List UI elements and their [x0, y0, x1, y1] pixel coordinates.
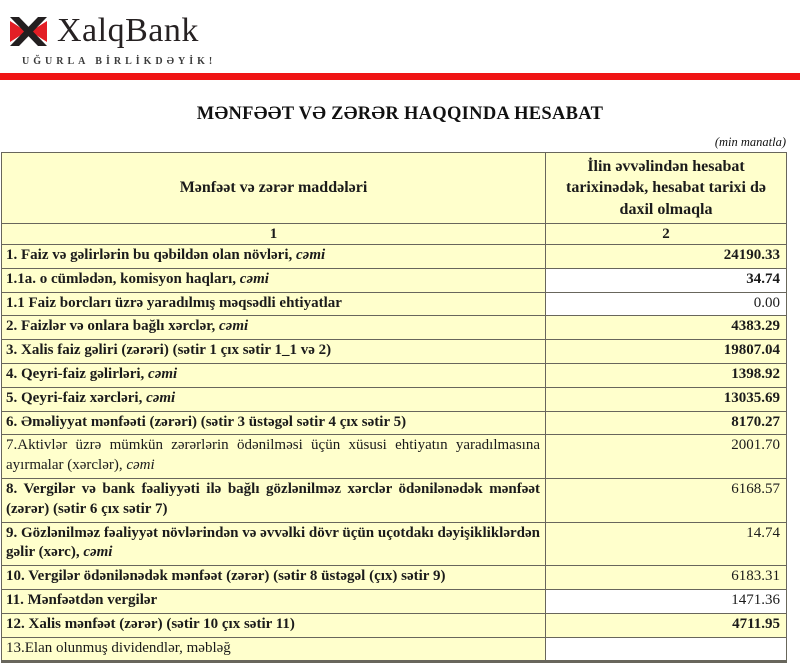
- table-row: [2, 245, 787, 269]
- table-header-row: [2, 153, 787, 224]
- row-label-text: 5. Qeyri-faiz xərcləri,: [6, 389, 147, 406]
- row-label-text: 4. Qeyri-faiz gəlirləri,: [6, 365, 149, 382]
- row-label: [2, 589, 546, 613]
- row-value: 0.00: [546, 292, 787, 316]
- row-label: [2, 316, 546, 340]
- column-number-row: [2, 224, 787, 245]
- row-value: 2001.70: [546, 435, 787, 479]
- row-value: 24190.33: [546, 245, 787, 269]
- row-label: [2, 292, 546, 316]
- row-label-italic: cəmi: [296, 247, 326, 263]
- column-number-2: 2: [546, 224, 787, 245]
- brand-tagline: UĞURLA BİRLİKDƏYİK!: [22, 56, 217, 67]
- table-row: [2, 340, 787, 364]
- table-row: [2, 363, 787, 387]
- row-label: [2, 363, 546, 387]
- row-label-text: 10. Vergilər ödənilənədək mənfəət (zərər) (sətir 8 üstəgəl (çıx) sətir 9): [6, 568, 446, 585]
- table-row: [2, 478, 787, 522]
- row-value: 34.74: [546, 268, 787, 292]
- column-header-items: Mənfəət və zərər maddələri: [2, 153, 546, 224]
- row-label: [2, 478, 546, 522]
- row-label-italic: cəmi: [219, 318, 249, 335]
- row-value: 14.74: [546, 522, 787, 566]
- row-label: [2, 435, 546, 479]
- row-value: 1471.36: [546, 589, 787, 613]
- row-label-text: 1.1a. o cümlədən, komisyon haqları,: [6, 270, 240, 287]
- row-value: 8170.27: [546, 411, 787, 435]
- row-label-text: 13.Elan olunmuş dividendlər, məbləğ: [6, 639, 231, 656]
- row-label: [2, 411, 546, 435]
- table-row: [2, 411, 787, 435]
- row-label-italic: cəmi: [146, 389, 176, 406]
- row-label: [2, 340, 546, 364]
- table-row: [2, 387, 787, 411]
- column-number-1: 1: [2, 224, 546, 245]
- row-label-text: 11. Mənfəətdən vergilər: [6, 591, 158, 608]
- row-value: [546, 637, 787, 662]
- table-row: [2, 292, 787, 316]
- brand-header: [0, 0, 800, 67]
- row-label-text: 9. Gözlənilməz fəaliyyət növlərindən və əvvəlki dövr üçün uçotdakı dəyişikliklərdən gəlir (xərc),: [6, 524, 540, 561]
- row-value: 6183.31: [546, 566, 787, 590]
- table-row: [2, 589, 787, 613]
- table-row: [2, 566, 787, 590]
- row-label: [2, 522, 546, 566]
- row-label-text: 6. Əməliyyat mənfəəti (zərəri) (sətir 3 üstəgəl sətir 4 çıx sətir 5): [6, 413, 407, 430]
- row-value: 1398.92: [546, 363, 787, 387]
- row-label: [2, 245, 546, 269]
- row-label: [2, 637, 546, 662]
- column-header-period: İlin əvvəlindən hesabat tarixinədək, hesabat tarixi də daxil olmaqla: [546, 153, 787, 224]
- table-row: [2, 522, 787, 566]
- table-row: [2, 268, 787, 292]
- row-value: 13035.69: [546, 387, 787, 411]
- row-label-text: 8. Vergilər və bank fəaliyyəti ilə bağlı gözlənilməz xərclər ödənilənədək mənfəət (zərər) (sətir 6 çıx sətir 7): [6, 480, 540, 517]
- row-label: [2, 268, 546, 292]
- row-label-text: 1. Faiz və gəlirlərin bu qəbildən olan növləri,: [6, 247, 296, 263]
- profit-loss-table: [1, 152, 787, 663]
- row-label-text: 2. Faizlər və onlara bağlı xərclər,: [6, 318, 220, 335]
- row-value: 4711.95: [546, 613, 787, 637]
- row-label-italic: cəmi: [239, 270, 269, 287]
- table-row: [2, 613, 787, 637]
- row-label-italic: cəmi: [83, 544, 113, 561]
- table-row: [2, 316, 787, 340]
- row-label-italic: cəmi: [148, 365, 178, 382]
- row-label-text: 3. Xalis faiz gəliri (zərəri) (sətir 1 çıx sətir 1_1 və 2): [6, 342, 332, 359]
- row-label-italic: cəmi: [126, 457, 155, 474]
- row-value: 4383.29: [546, 316, 787, 340]
- row-label: [2, 387, 546, 411]
- row-label: [2, 613, 546, 637]
- row-label-text: 12. Xalis mənfəət (zərər) (sətir 10 çıx sətir 11): [6, 615, 295, 632]
- table-row: [2, 637, 787, 662]
- brand-name: XalqBank: [57, 12, 199, 49]
- row-value: 6168.57: [546, 478, 787, 522]
- xalqbank-logo-icon: [10, 17, 47, 46]
- row-label-text: 1.1 Faiz borcları üzrə yaradılmış məqsədli ehtiyatlar: [6, 294, 342, 311]
- row-label: [2, 566, 546, 590]
- row-label-text: 7.Aktivlər üzrə mümkün zərərlərin ödənilməsi üçün xüsusi ehtiyatın yaradılmasına ayırmalar (xərclər),: [6, 437, 540, 474]
- page-title: MƏNFƏƏT VƏ ZƏRƏR HAQQINDA HESABAT: [196, 104, 604, 124]
- table-row: [2, 435, 787, 479]
- unit-note: (min manatla): [714, 135, 786, 149]
- row-value: 19807.04: [546, 340, 787, 364]
- red-divider-bar: [0, 73, 800, 80]
